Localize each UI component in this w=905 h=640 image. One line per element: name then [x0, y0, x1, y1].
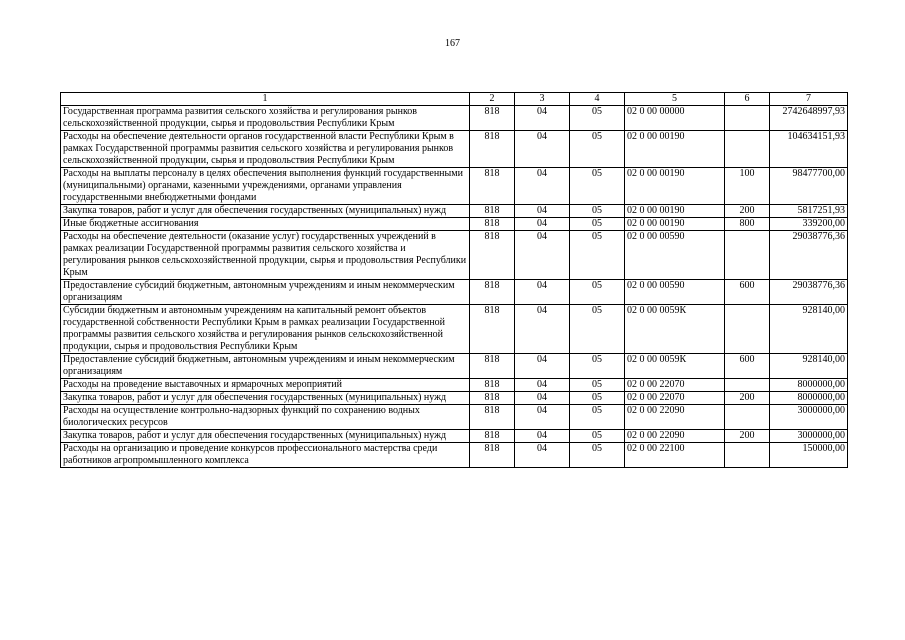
subsection-code: 05	[570, 443, 625, 468]
grbs-code: 818	[470, 430, 515, 443]
header-col-7: 7	[770, 93, 848, 106]
subsection-code: 05	[570, 280, 625, 305]
expense-type-code	[725, 305, 770, 354]
subsection-code: 05	[570, 231, 625, 280]
section-code: 04	[515, 379, 570, 392]
amount: 8000000,00	[770, 392, 848, 405]
subsection-code: 05	[570, 218, 625, 231]
table-row	[61, 392, 848, 405]
expense-type-code: 200	[725, 430, 770, 443]
grbs-code: 818	[470, 218, 515, 231]
expense-type-code: 200	[725, 205, 770, 218]
grbs-code: 818	[470, 205, 515, 218]
table-row	[61, 231, 848, 280]
amount: 3000000,00	[770, 430, 848, 443]
subsection-code: 05	[570, 168, 625, 205]
section-code: 04	[515, 231, 570, 280]
subsection-code: 05	[570, 131, 625, 168]
subsection-code: 05	[570, 405, 625, 430]
expense-type-code: 600	[725, 354, 770, 379]
subsection-code: 05	[570, 379, 625, 392]
amount: 339200,00	[770, 218, 848, 231]
amount: 5817251,93	[770, 205, 848, 218]
expense-type-code	[725, 106, 770, 131]
expense-name: Иные бюджетные ассигнования	[61, 218, 470, 231]
expense-name: Расходы на обеспечение деятельности (оказание услуг) государственных учреждений в рамках реализации Государственной программы развития сельского хозяйства и регулирования рынков сельскохозяйственной продукции, сырья и продовольствия Республики Крым	[61, 231, 470, 280]
amount: 98477700,00	[770, 168, 848, 205]
expense-name: Закупка товаров, работ и услуг для обеспечения государственных (муниципальных) нужд	[61, 205, 470, 218]
target-article-code: 02 0 00 22090	[625, 430, 725, 443]
grbs-code: 818	[470, 231, 515, 280]
expense-type-code	[725, 379, 770, 392]
amount: 29038776,36	[770, 231, 848, 280]
header-col-6: 6	[725, 93, 770, 106]
table-row	[61, 218, 848, 231]
amount: 104634151,93	[770, 131, 848, 168]
table-row	[61, 280, 848, 305]
subsection-code: 05	[570, 354, 625, 379]
subsection-code: 05	[570, 305, 625, 354]
target-article-code: 02 0 00 00190	[625, 218, 725, 231]
section-code: 04	[515, 280, 570, 305]
section-code: 04	[515, 131, 570, 168]
section-code: 04	[515, 430, 570, 443]
header-col-5: 5	[625, 93, 725, 106]
expense-name: Расходы на выплаты персоналу в целях обеспечения выполнения функций государственными (муниципальными) органами, казенными учреждениями, органами управления государственными внебюджетными фондами	[61, 168, 470, 205]
header-col-3: 3	[515, 93, 570, 106]
section-code: 04	[515, 443, 570, 468]
amount: 3000000,00	[770, 405, 848, 430]
grbs-code: 818	[470, 392, 515, 405]
target-article-code: 02 0 00 0059К	[625, 305, 725, 354]
table-row	[61, 379, 848, 392]
table-row	[61, 131, 848, 168]
section-code: 04	[515, 392, 570, 405]
subsection-code: 05	[570, 205, 625, 218]
header-col-2: 2	[470, 93, 515, 106]
subsection-code: 05	[570, 430, 625, 443]
grbs-code: 818	[470, 305, 515, 354]
expense-type-code: 100	[725, 168, 770, 205]
section-code: 04	[515, 305, 570, 354]
section-code: 04	[515, 354, 570, 379]
table-row	[61, 305, 848, 354]
expense-name: Субсидии бюджетным и автономным учреждениям на капитальный ремонт объектов государственной собственности Республики Крым в рамках реализации Государственной программы развития сельского хозяйства и регулирования рынков сельскохозяйственной продукции, сырья и продовольствия Республики Крым	[61, 305, 470, 354]
expense-name: Расходы на осуществление контрольно-надзорных функций по сохранению водных биологических ресурсов	[61, 405, 470, 430]
grbs-code: 818	[470, 379, 515, 392]
amount: 150000,00	[770, 443, 848, 468]
table-row	[61, 205, 848, 218]
section-code: 04	[515, 168, 570, 205]
amount: 29038776,36	[770, 280, 848, 305]
page-number: 167	[445, 38, 460, 49]
table-row	[61, 106, 848, 131]
target-article-code: 02 0 00 00190	[625, 131, 725, 168]
table-row	[61, 168, 848, 205]
table-row	[61, 430, 848, 443]
expense-name: Предоставление субсидий бюджетным, автономным учреждениям и иным некоммерческим организациям	[61, 354, 470, 379]
grbs-code: 818	[470, 354, 515, 379]
amount: 2742648997,93	[770, 106, 848, 131]
section-code: 04	[515, 405, 570, 430]
expense-name: Расходы на проведение выставочных и ярмарочных мероприятий	[61, 379, 470, 392]
subsection-code: 05	[570, 106, 625, 131]
grbs-code: 818	[470, 280, 515, 305]
table-row	[61, 405, 848, 430]
expense-type-code: 800	[725, 218, 770, 231]
grbs-code: 818	[470, 405, 515, 430]
subsection-code: 05	[570, 392, 625, 405]
section-code: 04	[515, 205, 570, 218]
amount: 8000000,00	[770, 379, 848, 392]
target-article-code: 02 0 00 22100	[625, 443, 725, 468]
target-article-code: 02 0 00 0059К	[625, 354, 725, 379]
expense-type-code: 600	[725, 280, 770, 305]
expense-type-code	[725, 231, 770, 280]
amount: 928140,00	[770, 354, 848, 379]
target-article-code: 02 0 00 00590	[625, 231, 725, 280]
target-article-code: 02 0 00 00000	[625, 106, 725, 131]
grbs-code: 818	[470, 168, 515, 205]
grbs-code: 818	[470, 131, 515, 168]
budget-table	[60, 92, 848, 468]
target-article-code: 02 0 00 00190	[625, 168, 725, 205]
expense-name: Государственная программа развития сельского хозяйства и регулирования рынков сельскохозяйственной продукции, сырья и продовольствия Республики Крым	[61, 106, 470, 131]
table-row	[61, 443, 848, 468]
target-article-code: 02 0 00 22070	[625, 379, 725, 392]
grbs-code: 818	[470, 106, 515, 131]
amount: 928140,00	[770, 305, 848, 354]
target-article-code: 02 0 00 00590	[625, 280, 725, 305]
expense-type-code	[725, 131, 770, 168]
expense-type-code	[725, 405, 770, 430]
header-col-4: 4	[570, 93, 625, 106]
target-article-code: 02 0 00 22070	[625, 392, 725, 405]
header-col-1: 1	[61, 93, 470, 106]
expense-type-code	[725, 443, 770, 468]
expense-type-code: 200	[725, 392, 770, 405]
section-code: 04	[515, 106, 570, 131]
expense-name: Расходы на организацию и проведение конкурсов профессионального мастерства среди работников агропромышленного комплекса	[61, 443, 470, 468]
table-header-row	[61, 93, 848, 106]
expense-name: Расходы на обеспечение деятельности органов государственной власти Республики Крым в рамках Государственной программы развития сельского хозяйства и регулирования рынков сельскохозяйственной продукции, сырья и продовольствия Республики Крым	[61, 131, 470, 168]
section-code: 04	[515, 218, 570, 231]
expense-name: Закупка товаров, работ и услуг для обеспечения государственных (муниципальных) нужд	[61, 430, 470, 443]
grbs-code: 818	[470, 443, 515, 468]
target-article-code: 02 0 00 00190	[625, 205, 725, 218]
expense-name: Закупка товаров, работ и услуг для обеспечения государственных (муниципальных) нужд	[61, 392, 470, 405]
table-row	[61, 354, 848, 379]
expense-name: Предоставление субсидий бюджетным, автономным учреждениям и иным некоммерческим организациям	[61, 280, 470, 305]
target-article-code: 02 0 00 22090	[625, 405, 725, 430]
